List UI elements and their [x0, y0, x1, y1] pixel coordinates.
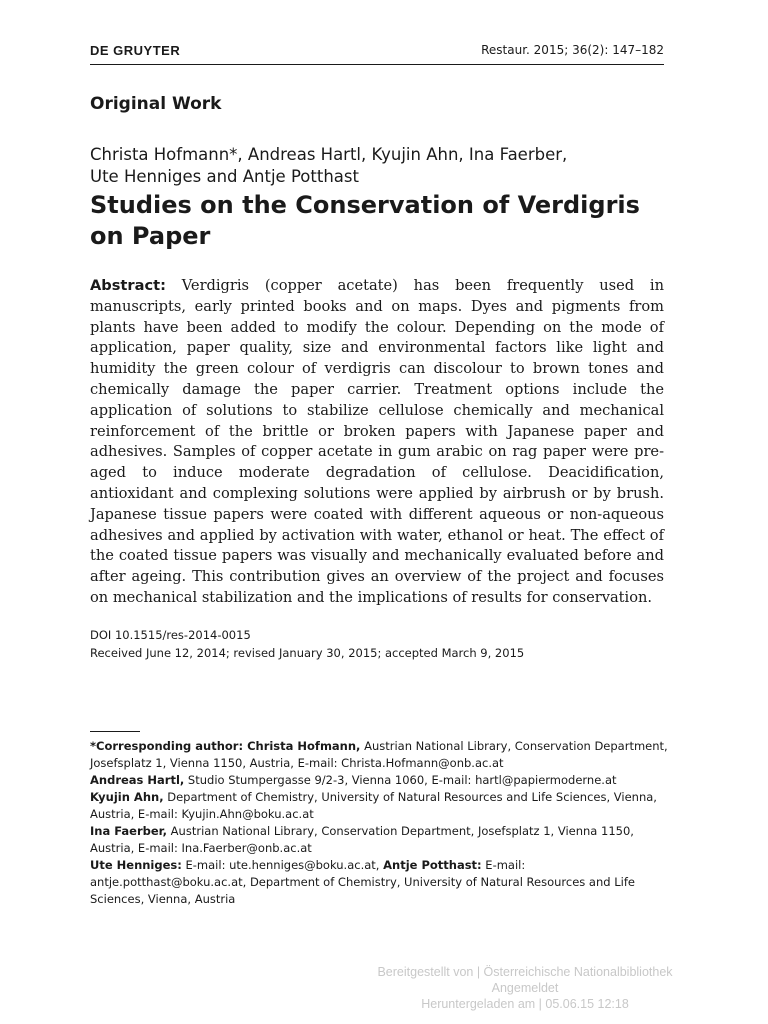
- affiliation-name: Kyujin Ahn,: [90, 790, 164, 804]
- publisher-name: DE GRUYTER: [90, 42, 181, 58]
- affiliation-item: [90, 823, 670, 857]
- author-list: [90, 144, 664, 188]
- article-title: Studies on the Conservation of Verdigris on Paper: [90, 191, 640, 250]
- author-affiliations: [90, 738, 670, 908]
- author-line-2: Ute Henniges and Antje Potthast: [90, 167, 359, 186]
- section-label: Original Work: [90, 94, 222, 114]
- running-header: [90, 40, 664, 60]
- affiliation-text: E-mail: antje.potthast@boku.ac.at, Department of Chemistry, University of Natural Resources and Life Sciences, Vienna, Austria: [90, 858, 635, 906]
- affiliation-text: Studio Stumpergasse 9/2-3, Vienna 1060, E-mail: hartl@papiermoderne.at: [184, 773, 617, 787]
- affiliation-item: [90, 738, 670, 772]
- header-divider: [90, 64, 664, 65]
- affiliation-item: [90, 789, 670, 823]
- affiliation-name: Ute Henniges:: [90, 858, 182, 872]
- affiliation-text: Department of Chemistry, University of Natural Resources and Life Sciences, Vienna, Austria, E-mail: Kyujin.Ahn@boku.ac.at: [90, 790, 657, 821]
- affiliation-name: *Corresponding author: Christa Hofmann,: [90, 739, 361, 753]
- affiliation-name: Antje Potthast:: [383, 858, 482, 872]
- affiliation-item: [90, 772, 670, 789]
- download-watermark: [340, 964, 710, 1012]
- author-line-1: Christa Hofmann*, Andreas Hartl, Kyujin Ahn, Ina Faerber,: [90, 145, 568, 164]
- abstract-text: Verdigris (copper acetate) has been frequently used in manuscripts, early printed books and on maps. Dyes and pigments from plants have been added to modify the colour. Depending on the mode of application, paper quality, size and environmental factors like light and humidity the green colour of verdigris can discolour to brown tones and chemically damage the paper carrier. Treatment options include the application of solutions to stabilize cellulose chemically and mechanical reinforcement of the brittle or broken papers with Japanese paper and adhesives. Samples of copper acetate in gum arabic on rag paper were pre-aged to induce moderate degradation of cellulose. Deacidification, antioxidant and complexing solutions were applied by airbrush or by brush. Japanese tissue papers were coated with different aqueous or non-aqueous adhesives and applied by activation with water, ethanol or heat. The effect of the coated tissue papers was visually and mechanically evaluated before and after ageing. This contribution gives an overview of the project and focuses on mechanical stabilization and the implications of results for conservation.: [90, 277, 665, 606]
- watermark-line-3: Heruntergeladen am | 05.06.15 12:18: [421, 997, 629, 1011]
- received-dates: Received June 12, 2014; revised January 30, 2015; accepted March 9, 2015: [90, 646, 525, 660]
- affiliation-item: [90, 857, 670, 908]
- affiliation-text: E-mail: ute.henniges@boku.ac.at,: [181, 858, 384, 872]
- footnote-divider: [90, 731, 140, 732]
- affiliation-text: Austrian National Library, Conservation Department, Josefsplatz 1, Vienna 1150, Austria, E-mail: Ina.Faerber@onb.ac.at: [90, 824, 634, 855]
- abstract-label: Abstract:: [90, 277, 166, 294]
- affiliation-name: Andreas Hartl,: [90, 773, 185, 787]
- affiliation-text: Austrian National Library, Conservation Department, Josefsplatz 1, Vienna 1150, Austria, E-mail: Christa.Hofmann@onb.ac.at: [90, 739, 668, 770]
- doi: DOI 10.1515/res-2014-0015: [90, 628, 251, 642]
- article-meta: [90, 626, 664, 662]
- affiliation-name: Ina Faerber,: [90, 824, 168, 838]
- journal-citation: Restaur. 2015; 36(2): 147–182: [481, 43, 664, 57]
- watermark-line-2: Angemeldet: [491, 981, 559, 995]
- watermark-line-1: Bereitgestellt von | Österreichische Nationalbibliothek: [377, 965, 673, 979]
- abstract: [90, 276, 664, 609]
